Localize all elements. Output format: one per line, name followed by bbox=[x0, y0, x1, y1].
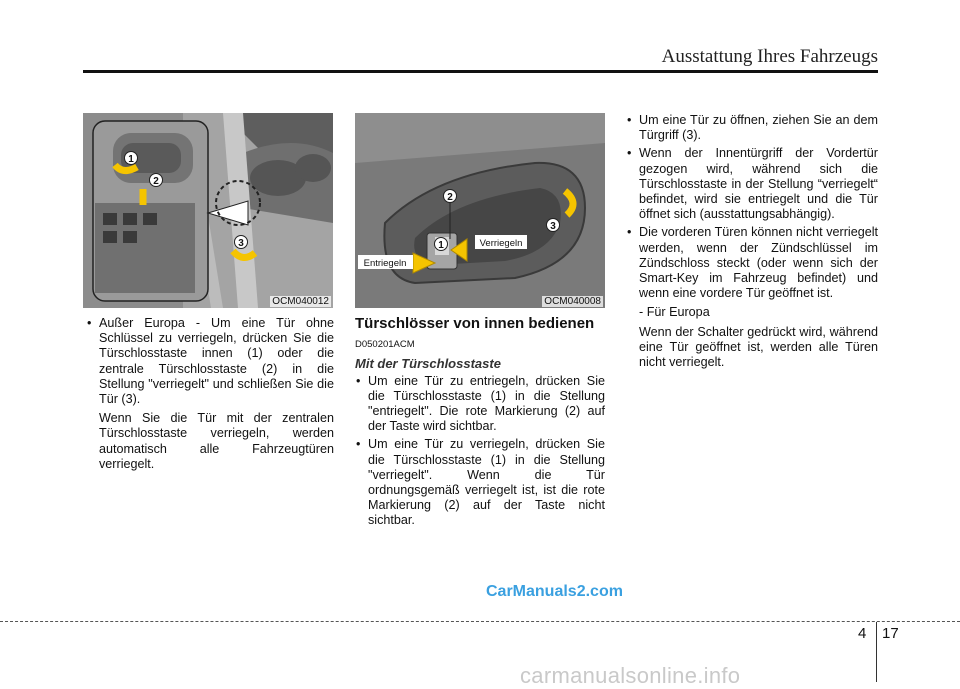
col1-paragraph-1: Wenn Sie die Tür mit der zentralen Türschlosstaste verriegeln, werden automatisch alle Fahrzeugtüren verriegelt. bbox=[99, 411, 334, 471]
figure2-label-2: 2 bbox=[447, 192, 453, 203]
figure2-code: OCM040008 bbox=[544, 296, 601, 307]
figure-door-interior bbox=[83, 113, 333, 308]
col3-bullet-1: • Um eine Tür zu öffnen, ziehen Sie an dem Türgriff (3). bbox=[626, 113, 878, 143]
col3-bullet-3: • Die vorderen Türen können nicht verriegelt werden, wenn der Zündschlüssel im Zündschloss steckt (oder wenn sich der Smart-Key im Fahrzeug befindet) und wenn eine vordere Tür geöffnet ist. bbox=[626, 225, 878, 301]
footer-watermark: carmanualsonline.info bbox=[520, 663, 741, 688]
col2-bullet-1: • Um eine Tür zu entriegeln, drücken Sie die Türschlosstaste (1) in die Stellung "entriegelt". Die rote Markierung (2) auf der Taste wird sichtbar. bbox=[355, 374, 605, 435]
figure2-label-lock: Verriegeln bbox=[479, 238, 523, 249]
col2-bullet-2: • Um eine Tür zu verriegeln, drücken Sie die Türschlosstaste (1) in die Stellung "verriegelt". Wenn die Tür ordnungsgemäß verriegelt ist, ist die rote Markierung (2) auf der Taste nicht sichtbar. bbox=[355, 437, 605, 528]
door-interior-illustration bbox=[83, 113, 333, 308]
footer-dashed-rule bbox=[0, 621, 960, 622]
section-code: D050201ACM bbox=[355, 339, 415, 351]
column-1 bbox=[86, 316, 334, 472]
door-lock-illustration bbox=[355, 113, 605, 308]
page-header-title: Ausstattung Ihres Fahrzeugs bbox=[661, 46, 878, 67]
page-number: 17 bbox=[882, 625, 899, 642]
section-subtitle: Mit der Türschlosstaste bbox=[355, 356, 501, 372]
column-3 bbox=[626, 113, 878, 370]
figure1-label-1: 1 bbox=[128, 154, 134, 165]
col3-paragraph: Wenn der Schalter gedrückt wird, während eine Tür geöffnet ist, werden alle Türen nicht verriegelt. bbox=[639, 324, 878, 370]
figure2-label-3: 3 bbox=[550, 221, 556, 232]
col1-bullet-1: • Außer Europa - Um eine Tür ohne Schlüssel zu verriegeln, drücken Sie die Türschlosstaste innen (1) oder die zentrale Türschlosstaste (2) in die Stellung "verriegelt" und schließen Sie die Tür (3). bbox=[86, 316, 334, 407]
chapter-number: 4 bbox=[858, 625, 867, 642]
section-title: Türschlösser von innen bedienen bbox=[355, 315, 595, 332]
col3-bullet-2: • Wenn der Innentürgriff der Vordertür gezogen wird, während sich die Türschlosstaste in der Stellung “verriegelt“ befindet, wird sie entriegelt und die Tür öffnet sich (ausstattungsabhängig). bbox=[626, 146, 878, 222]
figure1-code: OCM040012 bbox=[272, 296, 329, 307]
col3-europe-note: - Für Europa bbox=[639, 305, 710, 320]
header-rule bbox=[83, 70, 878, 73]
figure1-label-2: 2 bbox=[153, 176, 159, 187]
figure-door-lock-button bbox=[355, 113, 605, 308]
watermark-link[interactable]: CarManuals2.com bbox=[486, 583, 623, 600]
page-number-separator bbox=[876, 622, 877, 682]
figure2-label-unlock: Entriegeln bbox=[363, 258, 407, 269]
figure1-label-3: 3 bbox=[238, 238, 244, 249]
figure2-label-1: 1 bbox=[438, 240, 444, 251]
column-2 bbox=[355, 310, 605, 529]
